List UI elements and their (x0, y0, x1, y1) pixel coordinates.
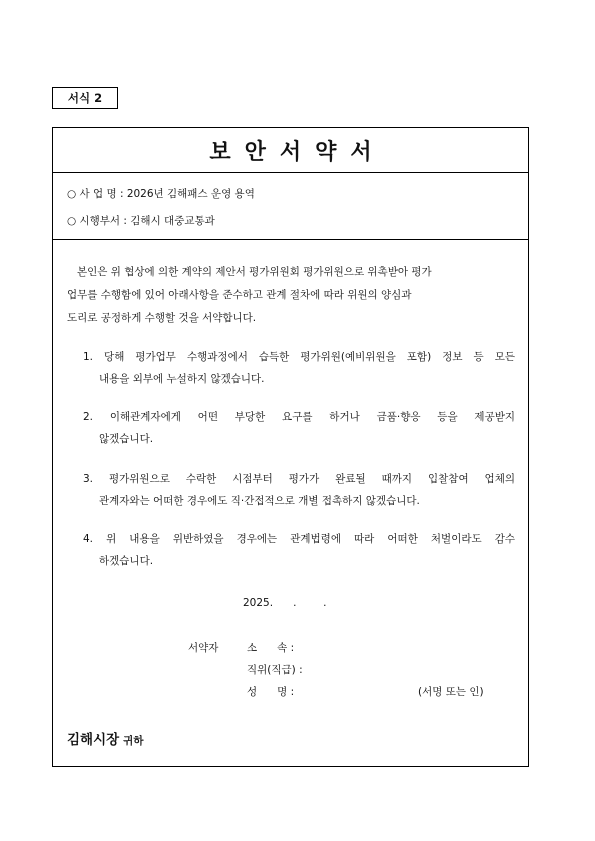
pledge-item-3 (83, 468, 515, 512)
section-divider (53, 239, 528, 240)
pledge-item-text: 내용을 외부에 누설하지 않겠습니다. (99, 373, 265, 385)
intro-line: 본인은 위 협상에 의한 계약의 제안서 평가위원회 평가위원으로 위촉받아 평가 (77, 266, 432, 278)
document-title: 보안서약서 (209, 139, 386, 165)
signer-label: 서약자 (188, 642, 219, 654)
pledge-item-1 (83, 346, 515, 390)
pledge-item-text: 3. 평가위원으로 수락한 시점부터 평가가 완료될 때까지 입찰참여 업체의 (83, 473, 515, 485)
pledge-item-text: 관계자와는 어떠한 경우에도 직·간접적으로 개별 접촉하지 않겠습니다. (99, 495, 420, 507)
pledge-item-4 (83, 528, 515, 572)
pledge-item-text: 4. 위 내용을 위반하였을 경우에는 관계법령에 따라 어떠한 처벌이라도 감수 (83, 533, 515, 545)
intro-paragraph (67, 261, 515, 330)
recipient (67, 728, 143, 748)
pledge-item-text: 2. 이해관계자에게 어떤 부당한 요구를 하거나 금품·향응 등을 제공받지 (83, 411, 515, 423)
pledge-item-text: 하겠습니다. (99, 555, 154, 567)
affiliation-field: 소 속 : (247, 642, 295, 654)
pledge-form (52, 127, 529, 767)
sign-note: (서명 또는 인) (418, 686, 484, 698)
intro-line: 도리로 공정하게 수행할 것을 서약합니다. (67, 312, 257, 324)
pledge-item-2 (83, 406, 515, 450)
pledge-item-text: 않겠습니다. (99, 433, 154, 445)
intro-line: 업무를 수행함에 있어 아래사항을 준수하고 관계 절차에 따라 위원의 양심과 (67, 289, 412, 301)
position-field: 직위(직급) : (247, 664, 303, 676)
recipient-honorific: 귀하 (123, 735, 144, 747)
recipient-name: 김해시장 (67, 732, 120, 748)
department-name: ○ 시행부서 : 김해시 대중교통과 (67, 215, 215, 227)
name-field: 성 명 : (247, 686, 295, 698)
pledge-date: 2025. . . (243, 597, 327, 609)
pledge-item-text: 1. 당해 평가업무 수행과정에서 습득한 평가위원(예비위원을 포함) 정보 등 모든 (83, 351, 515, 363)
form-number-label: 서식 2 (52, 87, 118, 109)
business-name: ○ 사 업 명 : 2026년 김해패스 운영 용역 (67, 188, 255, 200)
title-row (53, 128, 528, 173)
